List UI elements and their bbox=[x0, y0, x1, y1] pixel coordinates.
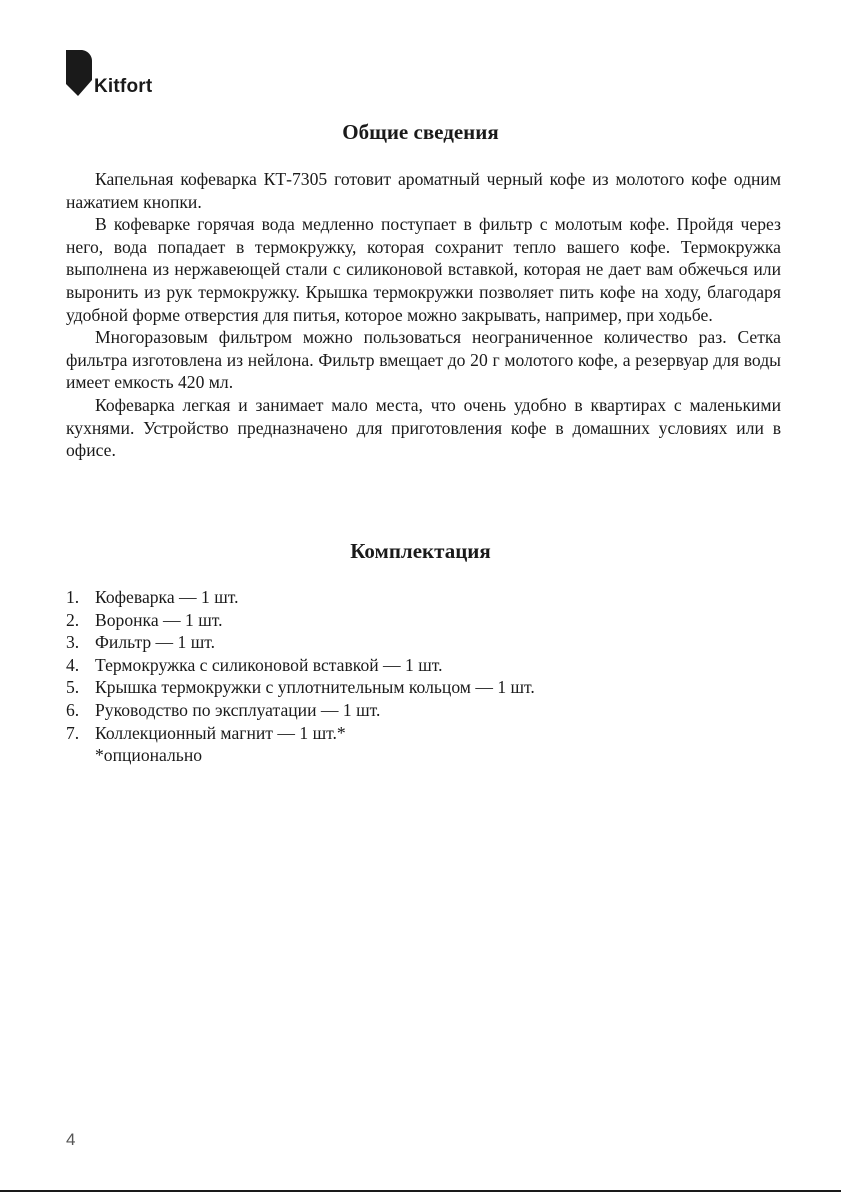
general-body bbox=[66, 168, 781, 462]
kit-list bbox=[66, 586, 781, 744]
list-item bbox=[66, 722, 781, 745]
paragraph-3: Многоразовым фильтром можно пользоваться неограниченное количество раз. Сетка фильтра изготовлена из нейлона. Фильтр вмещает до 20 г молотого кофе, а резервуар для воды имеет емкость 420 мл. bbox=[66, 327, 781, 393]
list-item bbox=[66, 654, 781, 677]
section-title-kit: Комплектация bbox=[350, 539, 491, 563]
list-item-number: 2. bbox=[66, 609, 80, 630]
list-item-text: Воронка — 1 шт. bbox=[95, 609, 223, 630]
list-item-number: 3. bbox=[66, 632, 80, 653]
page-number: 4 bbox=[66, 1130, 76, 1149]
list-item bbox=[66, 631, 781, 654]
list-item bbox=[66, 586, 781, 609]
paragraph-4: Кофеварка легкая и занимает мало места, что очень удобно в квартирах с маленькими кухнями. Устройство предназначено для приготовления кофе в домашних условиях или в офисе. bbox=[66, 394, 781, 461]
bottom-divider bbox=[0, 1190, 841, 1192]
kit-footnote: *опционально bbox=[95, 745, 203, 765]
paragraph-2: В кофеварке горячая вода медленно поступает в фильтр с молотым кофе. Пройдя через него, вода попадает в термокружку, которая сохранит тепло вашего кофе. Термокружка выполнена из нержавеющей стали с силиконовой вставкой, которая не дает вам обжечься или выронить из рук термокружку. Крышка термокружки позволяет пить кофе на ходу, благодаря удобной форме отверстия для питья, которое можно закрывать, например, при ходьбе. bbox=[66, 214, 781, 325]
list-item-text: Коллекционный магнит — 1 шт.* bbox=[95, 722, 346, 743]
list-item bbox=[66, 609, 781, 632]
section-title-general: Общие сведения bbox=[342, 120, 499, 144]
kitfort-logo-icon bbox=[66, 50, 92, 96]
brand-logo bbox=[66, 50, 176, 100]
list-item-number: 7. bbox=[66, 722, 80, 743]
list-item-number: 4. bbox=[66, 654, 80, 675]
list-item-text: Крышка термокружки с уплотнительным кольцом — 1 шт. bbox=[95, 677, 535, 698]
list-item-text: Фильтр — 1 шт. bbox=[95, 632, 216, 653]
list-item bbox=[66, 676, 781, 699]
list-item-text: Руководство по эксплуатации — 1 шт. bbox=[95, 699, 381, 720]
list-item-number: 5. bbox=[66, 677, 80, 698]
list-item-text: Термокружка с силиконовой вставкой — 1 шт. bbox=[95, 654, 443, 675]
list-item-number: 1. bbox=[66, 587, 80, 607]
list-item-text: Кофеварка — 1 шт. bbox=[95, 587, 239, 607]
list-item-number: 6. bbox=[66, 699, 80, 720]
paragraph-1: Капельная кофеварка КТ-7305 готовит ароматный черный кофе из молотого кофе одним нажатием кнопки. bbox=[66, 169, 781, 212]
logo-text: Kitfort bbox=[94, 76, 153, 97]
list-item bbox=[66, 699, 781, 722]
